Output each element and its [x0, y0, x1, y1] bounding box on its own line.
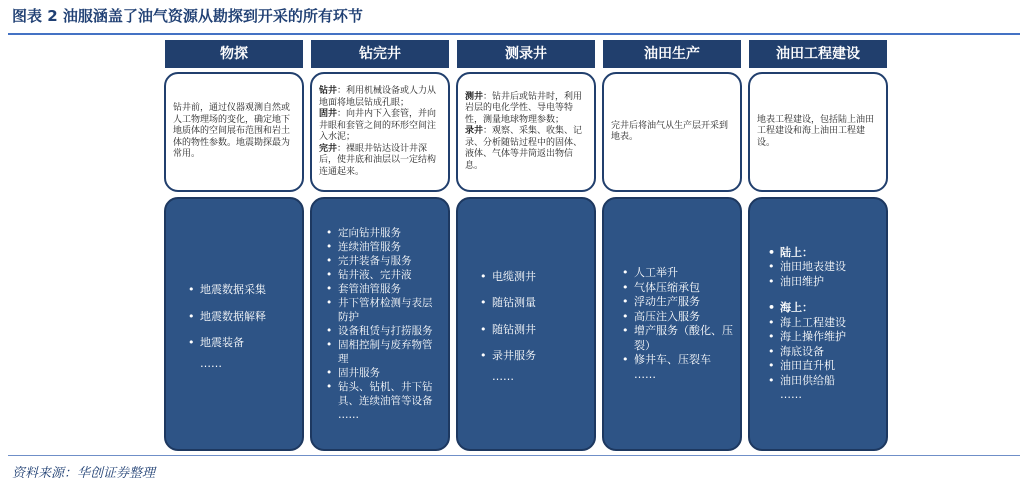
- description-box: [748, 72, 888, 192]
- group-label: • 陆上：: [768, 246, 880, 261]
- list-item: • 随钻测井: [480, 323, 588, 338]
- term: 完井: [319, 143, 338, 154]
- list-item: • 油田供给船: [768, 374, 880, 389]
- list-item: • 定向钻井服务: [326, 226, 442, 240]
- column-header: 钻完井: [311, 40, 449, 68]
- list-ellipsis: ……: [338, 409, 359, 421]
- list-item: • 地震数据解释: [188, 310, 296, 325]
- description-text: 测井：钻井后或钻井时，利用岩层的电化学性、导电等特性，测量地球物理参数；: [465, 91, 583, 125]
- list-item: • 地震数据采集: [188, 283, 296, 298]
- footer-rule: [8, 455, 1020, 456]
- list-item: • 海底设备: [768, 345, 880, 360]
- list-item: • 增产服务（酸化、压裂）: [622, 324, 734, 353]
- service-list: [164, 197, 304, 451]
- list-item: • 气体压缩承包: [622, 281, 734, 296]
- description-box: [456, 72, 596, 192]
- list-item: • 固井服务: [326, 366, 442, 380]
- description-box: [164, 72, 304, 192]
- term: 录井: [465, 126, 484, 137]
- description-text: 完井后将油气从生产层开采到地表。: [611, 120, 729, 142]
- list-item: • 井下管材检测与表层防护: [326, 296, 442, 324]
- list-ellipsis: ……: [634, 367, 656, 381]
- list-item: • 高压注入服务: [622, 310, 734, 325]
- list-item: • 钻井液、完井液: [326, 268, 442, 282]
- column-header: 油田生产: [603, 40, 741, 68]
- term: 固井: [319, 109, 338, 119]
- column-youtiangongchengjianshe: [749, 40, 887, 401]
- list-item: • 电缆测井: [480, 270, 588, 285]
- description-text: 钻井前，通过仪器观测自然或人工物理场的变化，确定地下地质体的空间展布范围和岩土体的物性参数。地震勘探最为常用。: [173, 103, 291, 160]
- list-item: • 钻头、钻机、井下钻具、连续油管等设备: [326, 380, 442, 408]
- description-text: 固井：向井内下入套管，并向井眼和套管之间的环形空间注入水泥；: [319, 109, 437, 142]
- list-item: • 海上工程建设: [768, 316, 880, 331]
- list-item: • 地震装备: [188, 336, 296, 351]
- list-item: • 套管油管服务: [326, 282, 442, 296]
- column-header: 物探: [165, 40, 303, 68]
- service-list: [456, 197, 596, 451]
- list-item: • 油田直升机: [768, 359, 880, 374]
- description-box: [310, 72, 450, 192]
- column-wutan: [165, 40, 303, 370]
- list-item: • 油田维护: [768, 275, 880, 290]
- figure-title: 图表 2 油服涵盖了油气资源从勘探到开采的所有环节: [12, 7, 363, 25]
- list-item: • 连续油管服务: [326, 240, 442, 254]
- description-box: [602, 72, 742, 192]
- description-text: 录井：观察、采集、收集、记录、分析随钻过程中的固体、液体、气体等井筒返出物信息。: [465, 126, 583, 171]
- column-celujing: [457, 40, 595, 383]
- source-note: 资料来源：华创证券整理: [12, 466, 156, 481]
- description-text: 钻井：利用机械设备或人力从地面将地层钻成孔眼；: [319, 86, 437, 108]
- list-item: • 固相控制与废弃物管理: [326, 338, 442, 366]
- list-item: • 油田地表建设: [768, 260, 880, 275]
- service-list: [748, 197, 888, 451]
- list-item: • 设备租赁与打捞服务: [326, 324, 442, 338]
- list-item: • 完井装备与服务: [326, 254, 442, 268]
- column-youtianshengchan: [603, 40, 741, 381]
- list-ellipsis: ……: [492, 369, 514, 383]
- service-list: [602, 197, 742, 451]
- column-header: 油田工程建设: [749, 40, 887, 68]
- title-underline: [8, 33, 1020, 35]
- list-item: • 人工举升: [622, 266, 734, 281]
- list-item: • 浮动生产服务: [622, 295, 734, 310]
- list-item: • 随钻测量: [480, 296, 588, 311]
- list-item: • 修井车、压裂车: [622, 353, 734, 368]
- description-text: 地表工程建设，包括陆上油田工程建设和海上油田工程建设。: [757, 114, 875, 148]
- list-ellipsis: ……: [200, 356, 222, 370]
- column-zuanwanjing: [311, 40, 449, 421]
- list-ellipsis: ……: [780, 388, 802, 401]
- term: 测井: [465, 91, 484, 102]
- group-label: • 海上：: [768, 301, 880, 316]
- service-list: [310, 197, 450, 451]
- description-text: 完井：裸眼井钻达设计井深后，使井底和油层以一定结构连通起来。: [319, 143, 437, 177]
- term: 钻井: [319, 86, 338, 96]
- list-item: • 录井服务: [480, 349, 588, 364]
- list-item: • 海上操作维护: [768, 330, 880, 345]
- column-header: 测录井: [457, 40, 595, 68]
